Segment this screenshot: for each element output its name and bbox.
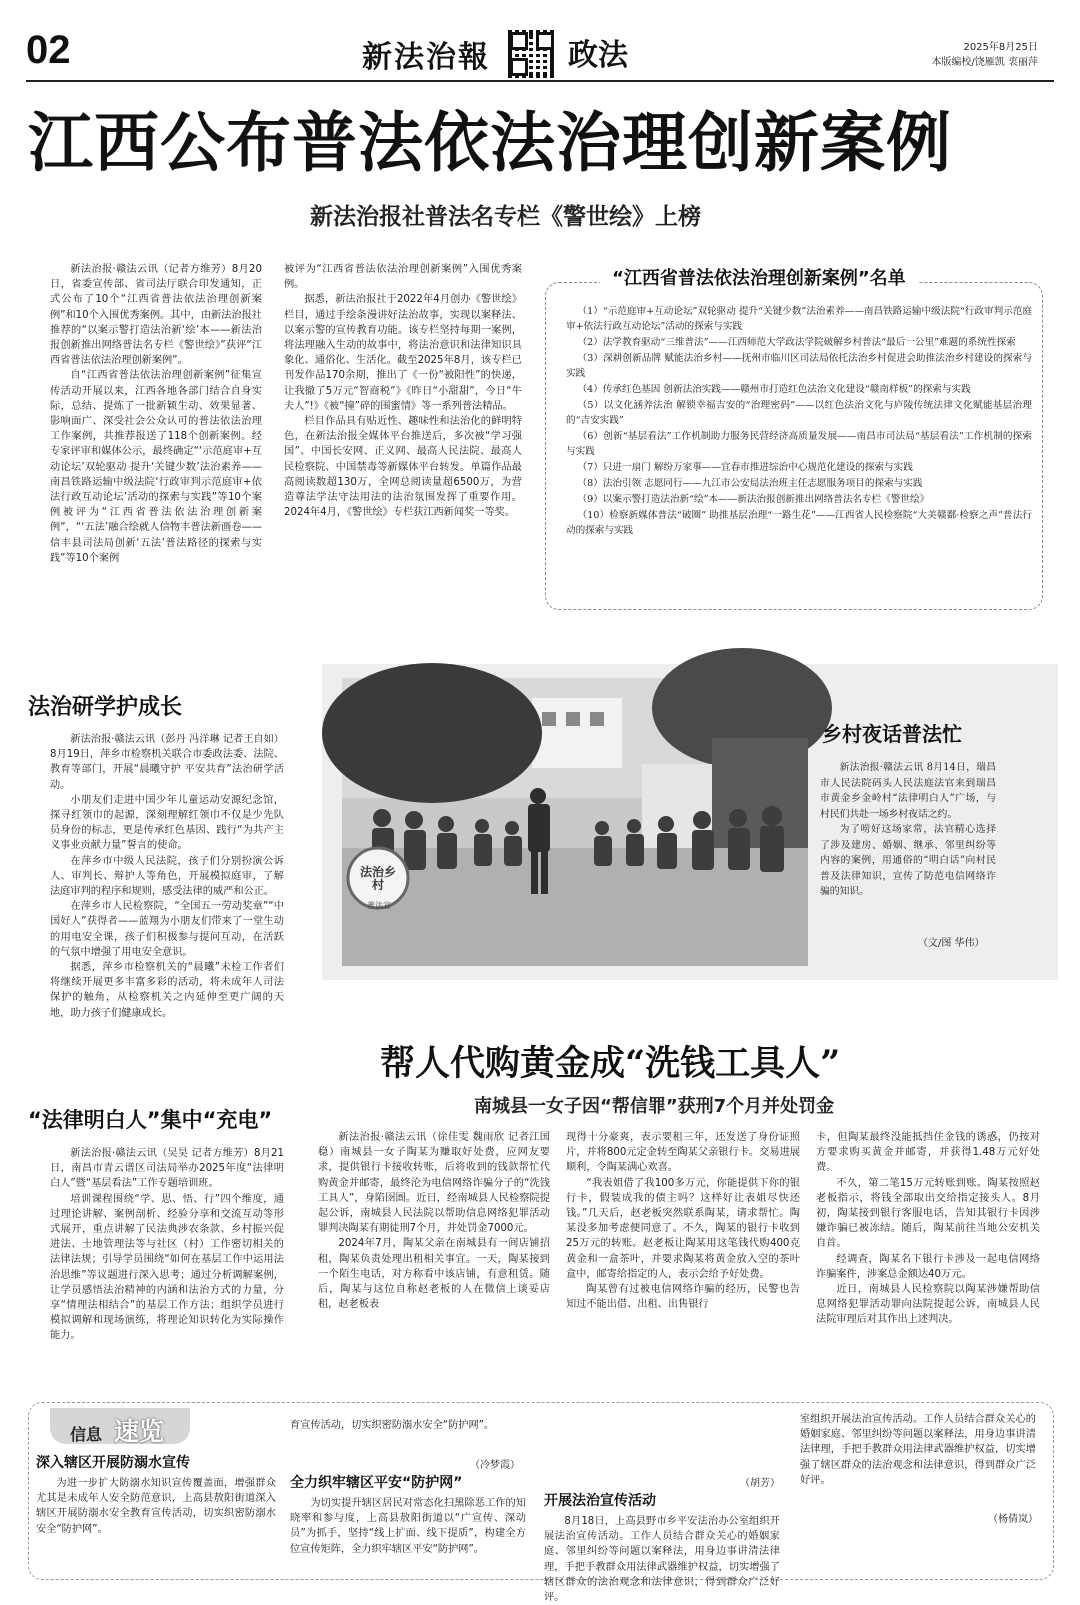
lead-paragraph: 据悉，新法治报社于2022年4月创办《警世绘》栏目，通过手绘条漫讲好法治故事，实现以案释法、以案示警的宣传教育功能。该专栏坚持每期一案例，将法理融入生动的故事中，将法治意识和法律知识具象化、通俗化、生活化。截至2025年8月，该专栏已刊发作品170余期，推出了《一份“被阳性”的快递，让我撤了5万元“智商税”》《昨日“小甜甜”，今日“牛夫人”!》《被“撞”碎的围蜜情》等一系列普法精品。	[284, 294, 522, 412]
case-list-item: （3）深耕创新品牌 赋能法治乡村——抚州市临川区司法局依托法治乡村促进会助推法治乡村建设的探索与实践	[566, 353, 1032, 379]
case-list-item: （1）“示范庭审+互动论坛”双轮驱动 提升“关键少数”法治素养——南昌铁路运输中级法院“行政审判示范庭审+依法行政互动论坛”活动的探索与实践	[566, 306, 1032, 332]
brief-text: 8月18日，上高县野市乡平安法治办公室组织开展法治宣传活动。工作人员结合群众关心的婚姻家庭、邻里纠纷等问题以案释法，用身边事讲清法律理，手把手教群众用法律武器维护权益，切实增强了辖区群众的法治观念和法律意识，得到群众广泛好评。	[544, 1516, 780, 1604]
village-night-photo	[342, 678, 808, 966]
brief-title: 开展法治宣传活动	[544, 1493, 656, 1509]
section-name: 政法	[568, 38, 628, 73]
qr-code-icon	[508, 30, 556, 78]
gold-paragraph: 新法治报·赣法云讯（徐佳雯 魏雨欣 记者江国稳）南城县一女子陶某为赚取好处费，应网友要求，提供银行卡接收转账，后将收到的钱款帮忙代购黄金并邮寄，最终沦为电信网络诈骗分子的“洗钱工具人”，身陷囹圄。近日，经南城县人民检察院提起公诉，南城县人民法院以帮助信息网络犯罪活动罪判决陶某有期徒刑7个月，并处罚金7000元。	[318, 1132, 550, 1235]
lead-paragraph: 栏目作品具有贴近性、趣味性和法治化的鲜明特色，在新法治报全媒体平台推送后，多次被“学习强国”、中国长安网、正义网、最高人民法院、最高人民检察院、中国禁毒等新媒体平台转发。单篇作品最高阅读数超130万，全网总阅读量超6500万，为营造尊法学法守法用法的法治氛围发挥了重要作用。2024年4月，《警世绘》专栏获江西新闻奖一等奖。	[284, 416, 522, 519]
lead-subheadline: 新法治报社普法名专栏《警世绘》上榜	[310, 204, 701, 230]
briefs-label-a: 信息	[70, 1425, 103, 1444]
lead-paragraph: 被评为“江西省普法依法治理创新案例”入围优秀案例。	[284, 264, 522, 291]
study-paragraph: 新法治报·赣法云讯（彭丹 冯洋琳 记者王自如）8月19日，萍乡市检察机关联合市委政法委、法院、教育等部门，开展“晨曦守护 平安共育”法治研学活动。	[50, 734, 284, 791]
case-list-item: （4）传承红色基因 创新法治实践——赣州市打造红色法治文化建设“赣南样板”的探索与实践	[577, 384, 971, 395]
night-credit: （文/图 华伟）	[918, 938, 985, 949]
gold-column-2	[566, 1130, 800, 1380]
lawyer-paragraph: 新法治报·赣法云讯（吴昊 记者方维芳）8月21日，南昌市青云谱区司法局举办2025年度“法律明白人”暨“基层看法”工作专题培训班。	[50, 1148, 284, 1190]
brief-text-continued: 室组织开展法治宣传活动。工作人员结合群众关心的婚姻家庭、邻里纠纷等问题以案释法，用身边事讲清法律理，手把手教群众用法律武器维护权益，切实增强了辖区群众的法治观念和法律意识，得到群众广泛好评。	[800, 1414, 1036, 1486]
case-list-title: “江西省普法依法治理创新案例”名单	[600, 264, 918, 290]
gold-paragraph: 近日，南城县人民检察院以陶某涉嫌帮助信息网络犯罪活动罪向法院提起公诉，南城县人民法院审理后对其作出上述判决。	[816, 1284, 1040, 1326]
case-list-item: （6）创新“基层看法”工作机制助力服务民营经济高质量发展——南昌市司法局“基层看法”工作机制的探索与实践	[566, 431, 1032, 457]
gold-subheadline: 南城县一女子因“帮信罪”获刑7个月并处罚金	[474, 1096, 835, 1117]
brief-credit: （胡芳）	[740, 1478, 780, 1489]
brief-title: 全力织牢辖区平安“防护网”	[290, 1475, 463, 1491]
brief-item-3-cont	[800, 1412, 1036, 1512]
editors-credit: 本版编校/饶雁凯 衷丽萍	[931, 57, 1038, 68]
photo-sign-subtext: 普法宣	[367, 901, 391, 910]
case-list	[566, 304, 1032, 602]
lawyer-body	[50, 1146, 284, 1380]
gold-headline: 帮人代购黄金成“洗钱工具人”	[380, 1043, 841, 1084]
brief-item-3	[544, 1490, 780, 1604]
study-body	[50, 732, 284, 1062]
briefs-badge	[50, 1408, 190, 1444]
night-paragraph: 新法治报·赣法云讯 8月14日，瑞昌市人民法院码头人民法庭法官来到瑞昌市黄金乡金岭村“法律明白人”广场，与村民们共赴一场乡村夜话之约。	[820, 762, 996, 820]
case-list-item: （2）法学教育驱动“三维普法”——江西师范大学政法学院破解乡村普法“最后一公里”难题的系统性探索	[577, 337, 1016, 348]
gold-paragraph: 经调查，陶某名下银行卡涉及一起电信网络诈骗案件，涉案总金额达40万元。	[816, 1253, 1040, 1280]
lead-column-2	[284, 262, 522, 612]
gold-paragraph: 2024年7月，陶某父亲在南城县有一间店铺招租，陶某负责处理出租相关事宜。一天，陶某接到一个陌生电话，对方称看中该店铺，有意租赁。随后，陶某与这位自称赵老板的人在微信上谈妥店租，赵老板表	[318, 1238, 550, 1311]
brief-item-1	[36, 1452, 276, 1572]
night-headline: 乡村夜话普法忙	[822, 722, 962, 746]
masthead-rule	[26, 80, 1054, 82]
lead-headline: 江西公布普法依法治理创新案例	[28, 106, 953, 181]
gold-column-1	[318, 1130, 550, 1380]
lead-paragraph: 新法治报·赣法云讯（记者方维芳）8月20日，省委宣传部、省司法厅联合印发通知，正式公布了10个“江西省普法依法治理创新案例”和10个入围优秀案例。其中，由新法治报社推荐的“以案示警打造法治新‘绘’本——新法治报创新推出网络普法名专栏《警世绘》”获评“江西省普法依法治理创新案例”。	[50, 264, 262, 367]
study-paragraph: 据悉，萍乡市检察机关的“晨曦”未检工作者们将继续开展更多丰富多彩的活动，将未成年人司法保护的触角，从检察机关之内延伸至更广阔的天地，助力孩子们健康成长。	[50, 962, 284, 1019]
night-paragraph: 为了唠好这场家常，法官精心选择了涉及建房、婚姻、继承、邻里纠纷等内容的案例，用通俗的“明白话”向村民普及法律知识，宣传了防范电信网络诈骗的知识。	[820, 824, 996, 897]
gold-paragraph: 现得十分豪爽，表示要租三年，还发送了身份证照片，并将800元定金转至陶某父亲银行卡。交易进展顺利，令陶某满心欢喜。	[566, 1132, 800, 1174]
brief-credit: （杨倩岚）	[988, 1514, 1038, 1525]
lawyer-paragraph: 培训课程围绕“学、思、悟、行”四个维度，通过理论讲解、案例剖析、经验分享和交流互动等形式展开，重点讲解了民法典涉农条款、乡村振兴促进法、土地管理法等与社区（村）工作密切相关的法律法规；引导学员围绕“如何在基层工作中运用法治思维”等议题进行深入思考；通过分析调解案例，让学员感悟法治精神的内涵和法治方式的力量，分享“情理法相结合”的基层工作方法；组织学员进行模拟调解和现场演练，将理论知识转化为实际操作能力。	[50, 1193, 284, 1342]
gold-paragraph: “我表姐借了我100多万元，你能提供下你的银行卡，假装成我的债主吗？这样好让表姐尽快还钱。”几天后，赵老板突然联系陶某，请求帮忙。陶某没多加考虑便同意了。不久，陶某的银行卡收到25万元的转账。赵老板让陶某用这笔钱代购400克黄金和一盒茶叶，并要求陶某将黄金放入空的茶叶盒中，邮寄给指定的人，表示会给予好处费。	[566, 1177, 800, 1280]
lead-column-1	[50, 262, 262, 612]
photo-sign-text: 法治乡村	[360, 865, 397, 892]
brief-title: 深入辖区开展防溺水宣传	[36, 1455, 190, 1471]
lawyer-headline: “法律明白人”集中“充电”	[28, 1108, 273, 1132]
study-paragraph: 在萍乡市人民检察院，“全国五一劳动奖章”“中国好人”获得者——蓝翔为小朋友们带来了一堂生动的用电安全课，孩子们积极参与提问互动，在活跃的气氛中增强了用电安全意识。	[50, 901, 284, 958]
case-list-item: （8）法治引领 志愿同行——九江市公安局法治班主任志愿服务项目的探索与实践	[577, 478, 923, 489]
study-headline: 法治研学护成长	[28, 695, 183, 720]
case-list-item: （10）检察新媒体普法“破圈” 助推基层治理“一路生花”——江西省人民检察院“大美赣鄱·检察之声”普法行动的探索与实践	[566, 510, 1032, 536]
page-number: 02	[26, 28, 71, 72]
brief-text-continued: 育宣传活动，切实织密防溺水安全“防护网”。	[290, 1420, 495, 1431]
case-list-item: （5）以文化涵养法治 解锁幸福吉安的“治理密码”——以红色法治文化与庐陵传统法律文化赋能基层治理的“吉安实践”	[566, 400, 1032, 426]
gold-paragraph: 不久，第二笔15万元转账到账。陶某按照赵老板指示，将钱全部取出交给指定接头人。8月初，陶某接到银行客服电话，告知其银行卡因涉嫌诈骗已被冻结。随后，陶某前往当地公安机关自首。	[816, 1177, 1040, 1250]
photo-illustration	[342, 678, 808, 966]
night-body	[820, 760, 996, 940]
brief-text: 为切实提升辖区居民对常态化扫黑除恶工作的知晓率和参与度，上高县敖阳街道以“广宣传、深动员”为抓手，坚持“线上扩面、线下提质”，构建全方位宣传矩阵，全力织牢辖区平安“防护网”。	[290, 1498, 526, 1555]
paper-name: 新法治報	[362, 40, 490, 75]
gold-column-3	[816, 1130, 1040, 1380]
brief-credit: （冷梦霞）	[470, 1460, 520, 1471]
gold-paragraph: 卡，但陶某最终没能抵挡住金钱的诱惑，仍按对方要求购买黄金并邮寄，并获得1.48万元好处费。	[816, 1132, 1040, 1174]
gold-paragraph: 陶某曾有过被电信网络诈骗的经历，民警也告知过不能出借、出租、出售银行	[566, 1284, 800, 1311]
case-list-item: （9）以案示警打造法治新“绘”本——新法治报创新推出网络普法名专栏《警世绘》	[577, 494, 930, 505]
brief-text: 为进一步扩大防溺水知识宣传覆盖面，增强群众尤其是未成年人安全防范意识，上高县敖阳街道深入辖区开展防溺水安全教育宣传活动，切实织密防溺水安全“防护网”。	[36, 1478, 276, 1535]
lead-paragraph: 自“江西省普法依法治理创新案例”征集宣传活动开展以来，江西各地各部门结合自身实际，总结、提炼了一批新颖生动、效果显著、影响面广、深受社会公众认可的普法依法治理工作案例，共推荐报送了118个创新案例。经专家评审和媒体公示，最终确定“‘示范庭审+互动论坛’双轮驱动 提升‘关键少数’法治素养——南昌铁路运输中级法院‘行政审判示范庭审+依法行政互动论坛’活动的探索与实践”等10个案例被评为“江西省普法依法治理创新案例”，“‘五法’融合绘就人信物丰普法新画卷——信丰县司法局创新‘五法’普法路径的探索与实践”等10个案例	[50, 370, 262, 564]
case-list-item: （7）只进一扇门 解纷万家事——宜春市推进综治中心规范化建设的探索与实践	[577, 462, 913, 473]
brief-item-2	[290, 1472, 526, 1572]
briefs-label-b: 速览	[114, 1417, 165, 1446]
study-paragraph: 在萍乡市中级人民法院，孩子们分别扮演公诉人、审判长、辩护人等角色，开展模拟庭审，了解法庭审判的程序和规则，感受法律的威严和公正。	[50, 855, 284, 898]
study-paragraph: 小朋友们走进中国少年儿童运动安源纪念馆，探寻红领巾的起源，深刻理解红领巾不仅是少先队员身份的标志，更是传承红色基因、践行“为共产主义事业贡献力量”誓言的使命。	[50, 794, 284, 852]
issue-date: 2025年8月25日	[963, 42, 1038, 53]
